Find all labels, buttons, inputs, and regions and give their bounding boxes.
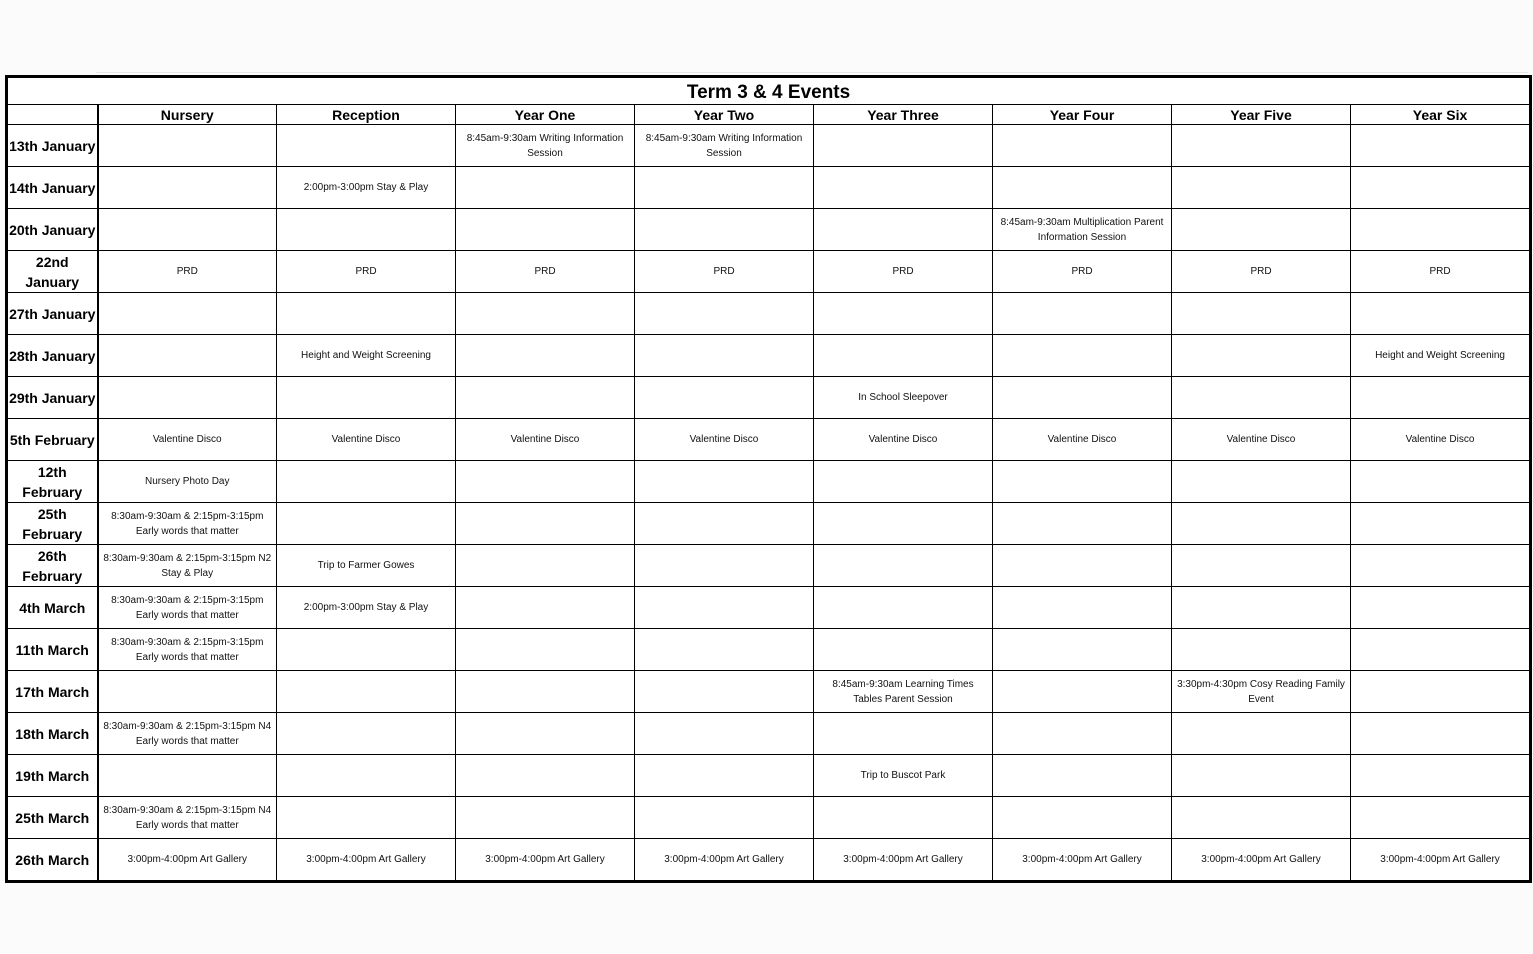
event-cell[interactable] [98, 377, 277, 419]
event-cell[interactable] [635, 377, 814, 419]
event-cell[interactable]: PRD [98, 251, 277, 293]
event-cell[interactable] [1172, 797, 1351, 839]
event-cell[interactable]: 3:30pm-4:30pm Cosy Reading Family Event [1172, 671, 1351, 713]
event-cell[interactable] [1172, 461, 1351, 503]
event-cell[interactable] [814, 335, 993, 377]
event-cell[interactable] [277, 671, 456, 713]
row-date-label[interactable]: 25th March [8, 797, 98, 839]
event-cell[interactable] [1351, 503, 1530, 545]
event-cell[interactable]: 8:45am-9:30am Writing Information Session [456, 125, 635, 167]
event-cell[interactable] [456, 503, 635, 545]
event-cell[interactable] [456, 755, 635, 797]
row-date-label[interactable]: 28th January [8, 335, 98, 377]
table-row [8, 713, 1530, 755]
event-cell[interactable]: PRD [277, 251, 456, 293]
table-row [8, 377, 1530, 419]
event-cell[interactable] [635, 545, 814, 587]
title-row [8, 78, 1530, 105]
event-cell[interactable] [456, 629, 635, 671]
event-cell[interactable]: 3:00pm-4:00pm Art Gallery [1172, 839, 1351, 881]
event-cell[interactable] [993, 461, 1172, 503]
table-row [8, 629, 1530, 671]
event-cell[interactable] [98, 755, 277, 797]
event-cell[interactable] [814, 503, 993, 545]
event-cell[interactable] [277, 797, 456, 839]
event-cell[interactable]: Trip to Buscot Park [814, 755, 993, 797]
event-cell[interactable]: In School Sleepover [814, 377, 993, 419]
event-cell[interactable] [98, 209, 277, 251]
event-cell[interactable] [1351, 293, 1530, 335]
event-cell[interactable] [456, 461, 635, 503]
event-cell[interactable] [1351, 713, 1530, 755]
table-row [8, 503, 1530, 545]
table-row [8, 755, 1530, 797]
event-cell[interactable] [1351, 167, 1530, 209]
event-cell[interactable] [993, 713, 1172, 755]
event-cell[interactable] [98, 125, 277, 167]
events-sheet [5, 75, 1532, 883]
event-cell[interactable] [1351, 545, 1530, 587]
event-cell[interactable]: PRD [1172, 251, 1351, 293]
event-cell[interactable] [814, 125, 993, 167]
event-cell[interactable] [635, 461, 814, 503]
column-header-year-four[interactable]: Year Four [993, 105, 1172, 125]
column-header-reception[interactable]: Reception [277, 105, 456, 125]
header-row [8, 105, 1530, 125]
event-cell[interactable] [1172, 209, 1351, 251]
table-row [8, 209, 1530, 251]
row-date-label[interactable]: 25th February [8, 503, 98, 545]
event-cell[interactable]: Valentine Disco [993, 419, 1172, 461]
event-cell[interactable] [635, 797, 814, 839]
row-date-label[interactable]: 17th March [8, 671, 98, 713]
event-cell[interactable] [1351, 755, 1530, 797]
event-cell[interactable] [456, 545, 635, 587]
event-cell[interactable] [814, 167, 993, 209]
event-cell[interactable]: Valentine Disco [1172, 419, 1351, 461]
table-row [8, 293, 1530, 335]
table-row [8, 545, 1530, 587]
event-cell[interactable]: 2:00pm-3:00pm Stay & Play [277, 587, 456, 629]
table-row [8, 419, 1530, 461]
event-cell[interactable]: 8:30am-9:30am & 2:15pm-3:15pm N4 Early words that matter [98, 713, 277, 755]
row-date-label[interactable]: 13th January [8, 125, 98, 167]
event-cell[interactable]: Height and Weight Screening [277, 335, 456, 377]
event-cell[interactable] [635, 671, 814, 713]
event-cell[interactable] [456, 167, 635, 209]
event-cell[interactable] [1172, 713, 1351, 755]
event-cell[interactable]: Valentine Disco [814, 419, 993, 461]
event-cell[interactable] [456, 713, 635, 755]
event-cell[interactable]: 8:30am-9:30am & 2:15pm-3:15pm Early words that matter [98, 629, 277, 671]
row-date-label[interactable]: 18th March [8, 713, 98, 755]
table-row [8, 797, 1530, 839]
event-cell[interactable] [277, 125, 456, 167]
event-cell[interactable] [814, 797, 993, 839]
event-cell[interactable] [1172, 587, 1351, 629]
event-cell[interactable] [1172, 377, 1351, 419]
event-cell[interactable] [814, 629, 993, 671]
event-cell[interactable] [1172, 755, 1351, 797]
events-table [7, 77, 1530, 881]
event-cell[interactable] [277, 503, 456, 545]
event-cell[interactable] [456, 671, 635, 713]
event-cell[interactable] [1172, 545, 1351, 587]
event-cell[interactable] [456, 377, 635, 419]
table-row [8, 461, 1530, 503]
event-cell[interactable] [635, 209, 814, 251]
row-date-label[interactable]: 20th January [8, 209, 98, 251]
event-cell[interactable] [814, 587, 993, 629]
row-date-label[interactable]: 19th March [8, 755, 98, 797]
event-cell[interactable]: Height and Weight Screening [1351, 335, 1530, 377]
event-cell[interactable]: Nursery Photo Day [98, 461, 277, 503]
event-cell[interactable] [456, 797, 635, 839]
event-cell[interactable] [1351, 209, 1530, 251]
event-cell[interactable]: PRD [814, 251, 993, 293]
event-cell[interactable] [1172, 125, 1351, 167]
table-row [8, 839, 1530, 881]
event-cell[interactable] [1172, 503, 1351, 545]
event-cell[interactable]: PRD [456, 251, 635, 293]
event-cell[interactable] [1351, 587, 1530, 629]
row-date-label[interactable]: 5th February [8, 419, 98, 461]
table-row [8, 335, 1530, 377]
event-cell[interactable] [635, 755, 814, 797]
event-cell[interactable]: 8:30am-9:30am & 2:15pm-3:15pm Early words that matter [98, 503, 277, 545]
row-date-label[interactable]: 27th January [8, 293, 98, 335]
event-cell[interactable]: 3:00pm-4:00pm Art Gallery [1351, 839, 1530, 881]
event-cell[interactable] [993, 335, 1172, 377]
event-cell[interactable]: 8:30am-9:30am & 2:15pm-3:15pm N4 Early words that matter [98, 797, 277, 839]
event-cell[interactable]: Trip to Farmer Gowes [277, 545, 456, 587]
table-row [8, 587, 1530, 629]
event-cell[interactable] [1172, 629, 1351, 671]
row-date-label[interactable]: 29th January [8, 377, 98, 419]
column-header-year-three[interactable]: Year Three [814, 105, 993, 125]
row-date-label[interactable]: 22nd January [8, 251, 98, 293]
column-header-year-six[interactable]: Year Six [1351, 105, 1530, 125]
event-cell[interactable] [993, 671, 1172, 713]
event-cell[interactable] [993, 503, 1172, 545]
event-cell[interactable] [635, 713, 814, 755]
column-header-year-one[interactable]: Year One [456, 105, 635, 125]
event-cell[interactable] [98, 293, 277, 335]
row-date-label[interactable]: 26th March [8, 839, 98, 881]
event-cell[interactable] [456, 293, 635, 335]
event-cell[interactable]: Valentine Disco [277, 419, 456, 461]
event-cell[interactable] [635, 293, 814, 335]
event-cell[interactable]: 3:00pm-4:00pm Art Gallery [277, 839, 456, 881]
event-cell[interactable]: Valentine Disco [456, 419, 635, 461]
event-cell[interactable]: 3:00pm-4:00pm Art Gallery [993, 839, 1172, 881]
event-cell[interactable] [1351, 461, 1530, 503]
event-cell[interactable] [456, 587, 635, 629]
event-cell[interactable] [277, 377, 456, 419]
event-cell[interactable]: PRD [1351, 251, 1530, 293]
event-cell[interactable] [1351, 629, 1530, 671]
event-cell[interactable] [1351, 797, 1530, 839]
event-cell[interactable] [277, 209, 456, 251]
event-cell[interactable] [635, 629, 814, 671]
event-cell[interactable] [814, 461, 993, 503]
event-cell[interactable]: 3:00pm-4:00pm Art Gallery [98, 839, 277, 881]
event-cell[interactable] [277, 293, 456, 335]
event-cell[interactable] [1351, 125, 1530, 167]
event-cell[interactable] [98, 671, 277, 713]
event-cell[interactable] [1351, 671, 1530, 713]
event-cell[interactable]: Valentine Disco [635, 419, 814, 461]
event-cell[interactable] [1172, 293, 1351, 335]
event-cell[interactable] [993, 545, 1172, 587]
event-cell[interactable] [814, 545, 993, 587]
event-cell[interactable]: Valentine Disco [1351, 419, 1530, 461]
event-cell[interactable] [993, 377, 1172, 419]
event-cell[interactable] [1172, 167, 1351, 209]
event-cell[interactable] [814, 293, 993, 335]
event-cell[interactable] [814, 209, 993, 251]
event-cell[interactable]: 8:45am-9:30am Learning Times Tables Parent Session [814, 671, 993, 713]
event-cell[interactable] [993, 587, 1172, 629]
event-cell[interactable] [98, 167, 277, 209]
event-cell[interactable] [635, 335, 814, 377]
event-cell[interactable]: PRD [993, 251, 1172, 293]
event-cell[interactable] [635, 503, 814, 545]
table-row [8, 251, 1530, 293]
column-header-year-five[interactable]: Year Five [1172, 105, 1351, 125]
event-cell[interactable]: 3:00pm-4:00pm Art Gallery [456, 839, 635, 881]
table-row [8, 167, 1530, 209]
event-cell[interactable] [277, 461, 456, 503]
event-cell[interactable] [456, 209, 635, 251]
event-cell[interactable] [456, 335, 635, 377]
event-cell[interactable] [993, 167, 1172, 209]
row-date-label[interactable]: 11th March [8, 629, 98, 671]
row-date-label[interactable]: 4th March [8, 587, 98, 629]
event-cell[interactable]: 8:30am-9:30am & 2:15pm-3:15pm N2 Stay & Play [98, 545, 277, 587]
event-cell[interactable] [993, 293, 1172, 335]
events-body [8, 125, 1530, 881]
event-cell[interactable] [814, 713, 993, 755]
row-date-label[interactable]: 14th January [8, 167, 98, 209]
event-cell[interactable] [277, 755, 456, 797]
event-cell[interactable] [993, 797, 1172, 839]
event-cell[interactable] [277, 629, 456, 671]
event-cell[interactable]: 8:45am-9:30am Writing Information Session [635, 125, 814, 167]
event-cell[interactable]: 3:00pm-4:00pm Art Gallery [814, 839, 993, 881]
event-cell[interactable] [1351, 377, 1530, 419]
event-cell[interactable]: 2:00pm-3:00pm Stay & Play [277, 167, 456, 209]
table-title[interactable]: Term 3 & 4 Events [8, 78, 1530, 105]
row-date-label[interactable]: 26th February [8, 545, 98, 587]
event-cell[interactable]: Valentine Disco [98, 419, 277, 461]
event-cell[interactable] [993, 755, 1172, 797]
column-header-year-two[interactable]: Year Two [635, 105, 814, 125]
event-cell[interactable]: 8:45am-9:30am Multiplication Parent Information Session [993, 209, 1172, 251]
event-cell[interactable] [993, 125, 1172, 167]
event-cell[interactable] [993, 629, 1172, 671]
event-cell[interactable]: PRD [635, 251, 814, 293]
event-cell[interactable] [635, 167, 814, 209]
event-cell[interactable]: 3:00pm-4:00pm Art Gallery [635, 839, 814, 881]
event-cell[interactable] [98, 335, 277, 377]
corner-cell[interactable] [8, 105, 98, 125]
table-row [8, 125, 1530, 167]
row-date-label[interactable]: 12th February [8, 461, 98, 503]
event-cell[interactable]: 8:30am-9:30am & 2:15pm-3:15pm Early words that matter [98, 587, 277, 629]
event-cell[interactable] [277, 713, 456, 755]
event-cell[interactable] [1172, 335, 1351, 377]
event-cell[interactable] [635, 587, 814, 629]
table-row [8, 671, 1530, 713]
column-header-nursery[interactable]: Nursery [98, 105, 277, 125]
